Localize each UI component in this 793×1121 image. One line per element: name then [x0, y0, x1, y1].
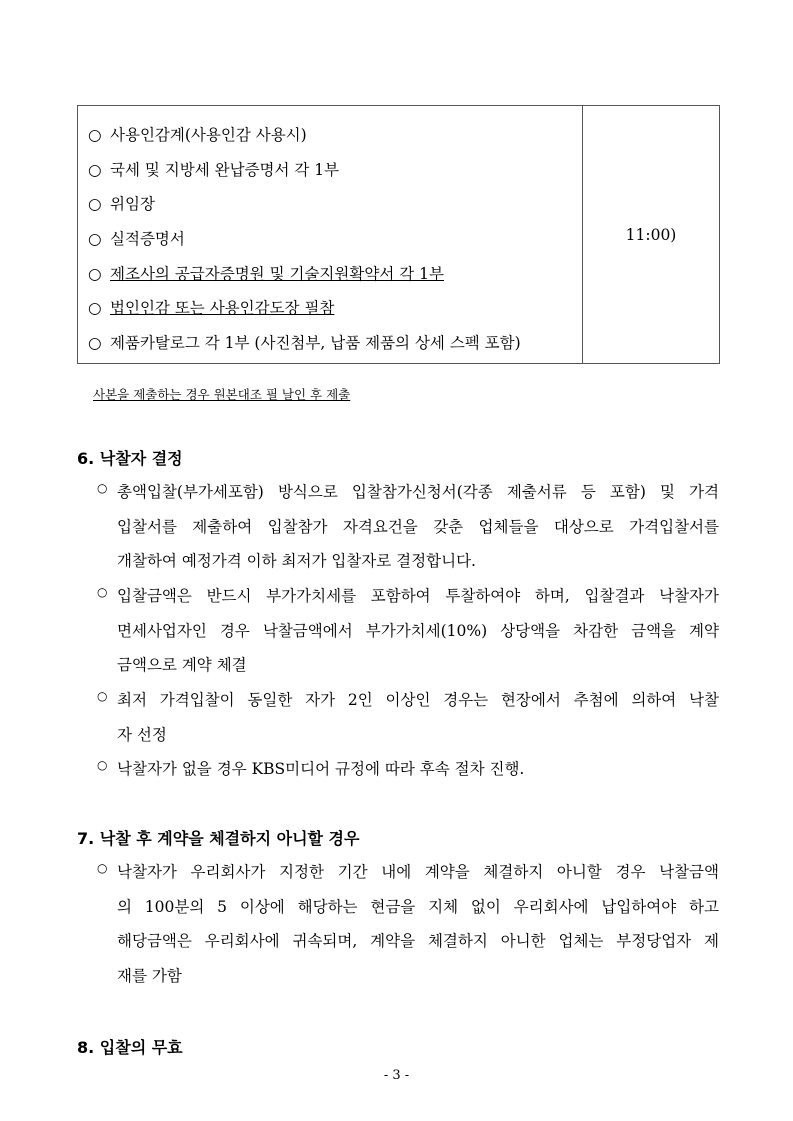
- paragraph-line: 총액입찰(부가세포함) 방식으로 입찰참가신청서(각종 제출서류 등 포함) 및 가격: [117, 483, 719, 501]
- paragraph-line: 의 100분의 5 이상에 해당하는 현금을 지체 없이 우리회사에 납입하여야 하고: [117, 897, 719, 916]
- circle-bullet-icon: ○: [88, 195, 102, 214]
- circle-bullet-icon: ○: [97, 758, 108, 772]
- list-item: 제품카탈로그 각 1부 (사진첨부, 납품 제품의 상세 스펙 포함): [110, 334, 521, 353]
- section-6-bullet-1: [97, 481, 719, 585]
- section-7-title: 7. 낙찰 후 계약을 체결하지 아니할 경우: [77, 829, 360, 848]
- section-8-title: 8. 입찰의 무효: [77, 1038, 183, 1057]
- table-row: [88, 259, 582, 294]
- paragraph-line: 면세사업자인 경우 낙찰금액에서 부가가치세(10%) 상당액을 차감한 금액을 계약: [117, 621, 719, 640]
- section-7-bullet-1: [97, 861, 719, 1000]
- circle-bullet-icon: ○: [88, 264, 102, 283]
- circle-bullet-icon: ○: [97, 689, 108, 703]
- copy-note: 사본을 제출하는 경우 원본대조 필 날인 후 제출: [93, 387, 351, 402]
- list-item: 제조사의 공급자증명원 및 기술지원확약서 각 1부: [110, 264, 444, 283]
- paragraph-line: 개찰하여 예정가격 이하 최저가 입찰자로 결정합니다.: [117, 552, 476, 571]
- documents-list: [78, 106, 583, 363]
- list-item: 사용인감계(사용인감 사용시): [110, 126, 307, 144]
- circle-bullet-icon: ○: [97, 481, 108, 495]
- section-6-title: 6. 낙찰자 결정: [77, 449, 183, 468]
- section-6-bullet-3: [97, 689, 719, 758]
- paragraph-line: 입찰금액은 반드시 부가가치세를 포함하여 투찰하여야 하며, 입찰결과 낙찰자가: [117, 587, 719, 605]
- paragraph-line: 낙찰자가 없을 경우 KBS미디어 규정에 따라 후속 절차 진행.: [117, 760, 525, 778]
- list-item: 실적증명서: [110, 230, 185, 249]
- paragraph-line: 금액으로 계약 체결: [117, 656, 247, 675]
- table-row: [88, 224, 582, 259]
- circle-bullet-icon: ○: [97, 585, 108, 599]
- paragraph-line: 최저 가격입찰이 동일한 자가 2인 이상인 경우는 현장에서 추첨에 의하여 낙찰: [117, 691, 719, 709]
- page-number: - 3 -: [383, 1068, 410, 1083]
- paragraph-line: 자 선정: [117, 725, 167, 744]
- section-6-bullet-4: [97, 758, 719, 793]
- paragraph-line: 낙찰자가 우리회사가 지정한 기간 내에 계약을 체결하지 아니할 경우 낙찰금액: [117, 863, 719, 881]
- section-6-bullet-2: [97, 585, 719, 689]
- paragraph-line: 해당금액은 우리회사에 귀속되며, 계약을 체결하지 아니한 업체는 부정당업자 제: [117, 932, 719, 951]
- table-row: [88, 120, 582, 155]
- circle-bullet-icon: ○: [88, 126, 102, 144]
- circle-bullet-icon: ○: [88, 299, 102, 318]
- time-cell: 11:00): [625, 225, 677, 244]
- table-row: [88, 189, 582, 224]
- circle-bullet-icon: ○: [88, 230, 102, 249]
- list-item: 법인인감 또는 사용인감도장 필참: [110, 299, 335, 318]
- documents-table: [77, 105, 720, 364]
- list-item: 위임장: [110, 195, 155, 214]
- paragraph-line: 재를 가함: [117, 967, 182, 986]
- table-row: [88, 328, 582, 363]
- table-row: [88, 293, 582, 328]
- circle-bullet-icon: ○: [88, 334, 102, 353]
- table-row: [88, 155, 582, 190]
- list-item: 국세 및 지방세 완납증명서 각 1부: [110, 160, 340, 179]
- circle-bullet-icon: ○: [88, 160, 102, 179]
- circle-bullet-icon: ○: [97, 861, 108, 875]
- paragraph-line: 입찰서를 제출하여 입찰참가 자격요건을 갖춘 업체들을 대상으로 가격입찰서를: [117, 517, 719, 536]
